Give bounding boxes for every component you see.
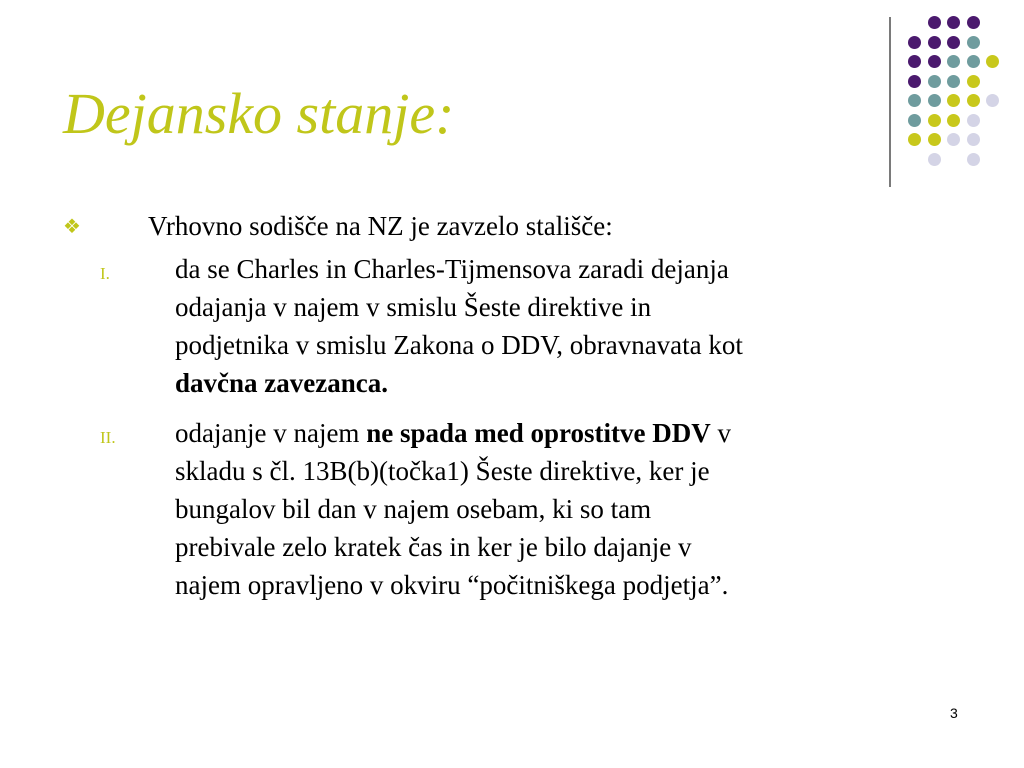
decorative-dot — [986, 55, 999, 68]
decorative-dot — [986, 94, 999, 107]
main-bullet-text: Vrhovno sodišče na NZ je zavzelo stališče: — [148, 211, 613, 241]
decorative-dot — [908, 55, 921, 68]
decorative-dot — [947, 75, 960, 88]
diamond-bullet-icon: ❖ — [63, 214, 81, 238]
decorative-dot — [947, 55, 960, 68]
decorative-dot — [928, 114, 941, 127]
bold-text-line: davčna zavezanca. — [175, 368, 388, 398]
slide-title: Dejansko stanje: — [63, 81, 455, 146]
decorative-dot — [967, 36, 980, 49]
text-line: odajanja v najem v smislu Šeste direktive in — [175, 292, 652, 322]
decorative-dot — [928, 94, 941, 107]
text-line: da se Charles in Charles-Tijmensova zaradi dejanja — [175, 254, 729, 284]
decorative-dot — [908, 114, 921, 127]
text-line: skladu s čl. 13B(b)(točka1) Šeste direktive, ker je — [175, 456, 710, 486]
decorative-dot — [947, 114, 960, 127]
decorative-dot — [928, 153, 941, 166]
text-segment: v — [710, 418, 731, 448]
decorative-dot — [928, 133, 941, 146]
text-line: podjetnika v smislu Zakona o DDV, obravnavata kot — [175, 330, 743, 360]
list-item-2-text — [175, 414, 975, 604]
decorative-dot — [967, 133, 980, 146]
bold-text-segment: ne spada med oprostitve DDV — [366, 418, 711, 448]
title-divider-line — [889, 17, 891, 187]
text-line: prebivale zelo kratek čas in ker je bilo dajanje v — [175, 532, 692, 562]
decorative-dot — [908, 133, 921, 146]
decorative-dot — [908, 94, 921, 107]
list-item-1-text — [175, 250, 975, 402]
decorative-dot — [928, 55, 941, 68]
decorative-dot — [967, 94, 980, 107]
text-line — [175, 414, 975, 452]
decorative-dot — [967, 16, 980, 29]
decorative-dot — [908, 75, 921, 88]
decorative-dot — [947, 16, 960, 29]
list-numeral-2: II. — [100, 428, 116, 447]
list-numeral-1: I. — [100, 264, 110, 283]
decorative-dot — [928, 36, 941, 49]
decorative-dot — [947, 36, 960, 49]
page-number: 3 — [950, 705, 958, 721]
decorative-dot — [967, 75, 980, 88]
decorative-dot-grid — [908, 16, 1008, 166]
decorative-dot — [928, 16, 941, 29]
decorative-dot — [908, 36, 921, 49]
decorative-dot — [967, 153, 980, 166]
text-line: najem opravljeno v okviru “počitniškega podjetja”. — [175, 570, 729, 600]
decorative-dot — [967, 55, 980, 68]
text-line: bungalov bil dan v najem osebam, ki so tam — [175, 494, 652, 524]
decorative-dot — [947, 133, 960, 146]
text-segment: odajanje v najem — [175, 418, 367, 448]
decorative-dot — [928, 75, 941, 88]
decorative-dot — [967, 114, 980, 127]
decorative-dot — [947, 94, 960, 107]
